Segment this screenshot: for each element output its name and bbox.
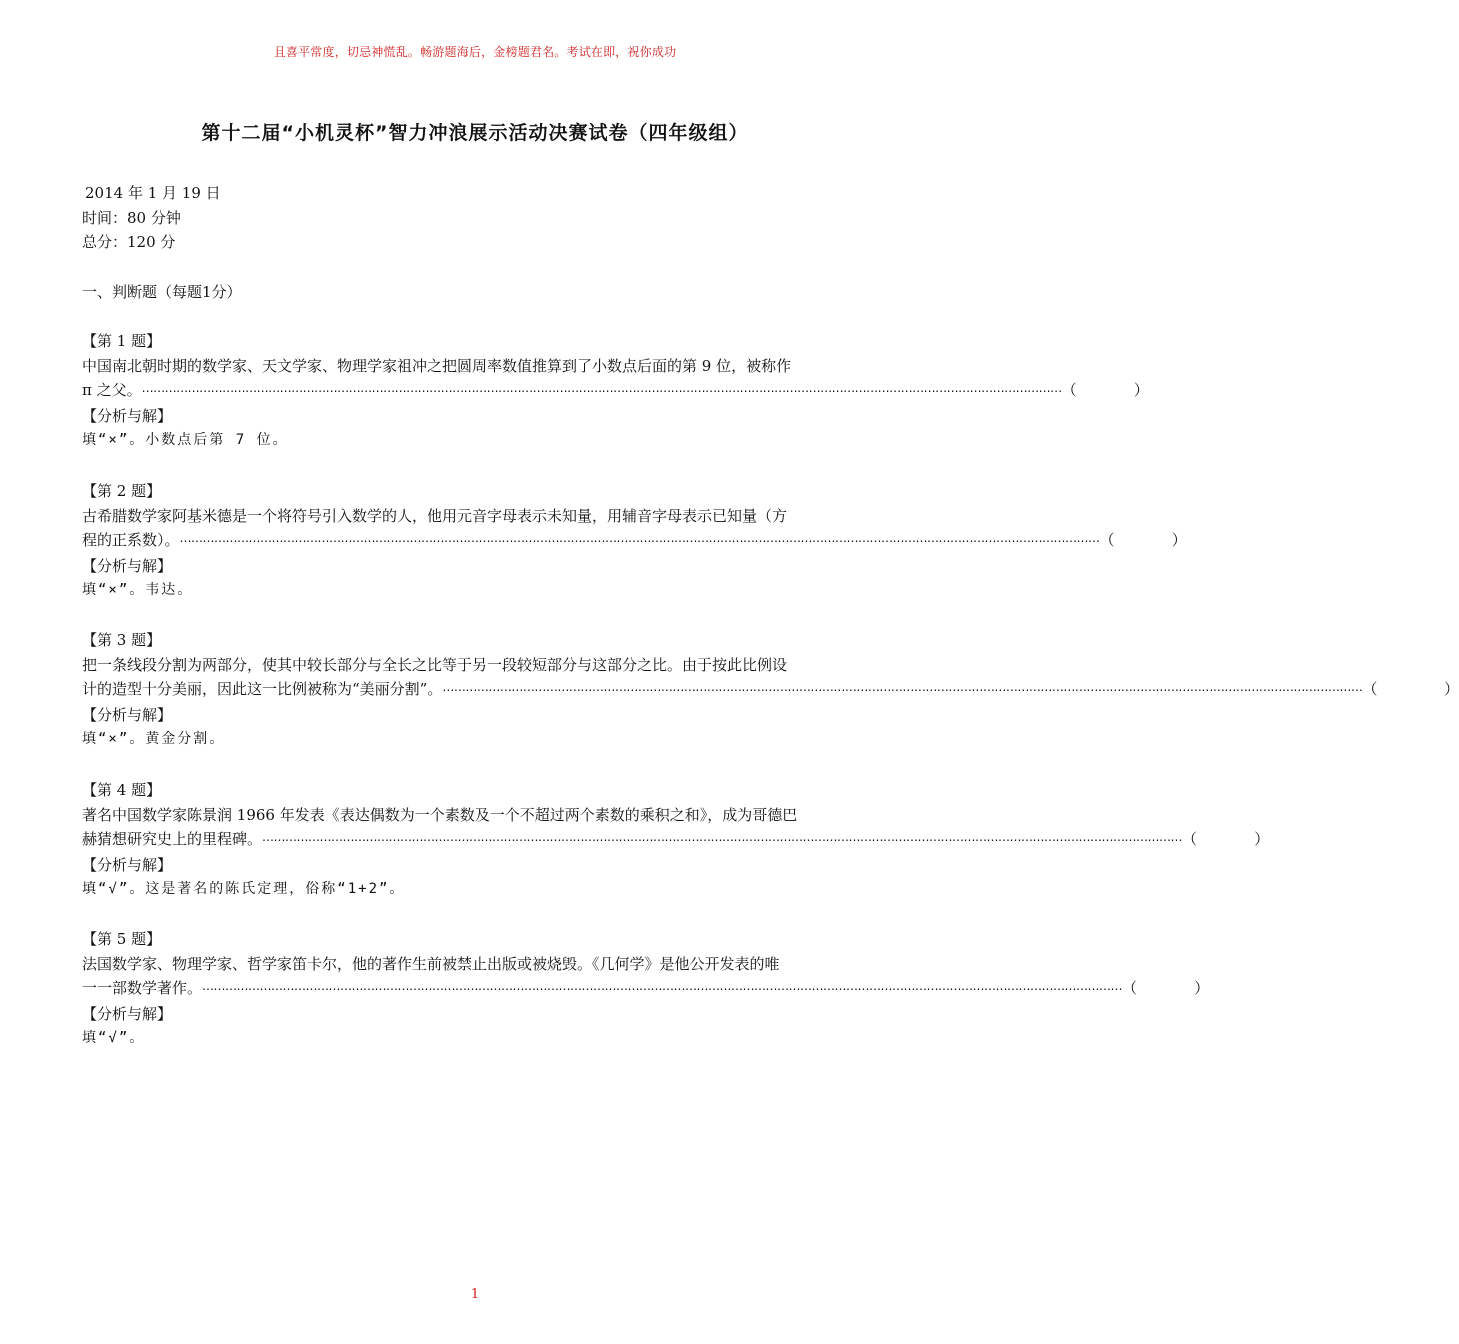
exam-date: 2014 年 1 月 19 日 <box>85 184 221 202</box>
question-text-end <box>82 827 1270 853</box>
question-text-line2: 计的造型十分美丽，因此这一比例被称为“美丽分割”。 <box>82 680 443 698</box>
question-text-line1: 著名中国数学家陈景润 1966 年发表《表达偶数为一个素数及一个不超过两个素数的乘积之和》，成为哥德巴 <box>82 805 798 824</box>
leader-dots: ⋯⋯⋯⋯⋯⋯⋯⋯⋯⋯⋯⋯⋯⋯⋯⋯⋯⋯⋯⋯⋯⋯⋯⋯⋯⋯⋯⋯⋯⋯⋯⋯⋯⋯⋯⋯⋯⋯⋯⋯⋯⋯⋯⋯⋯⋯⋯⋯⋯⋯⋯⋯⋯⋯⋯⋯⋯⋯⋯⋯⋯⋯⋯⋯⋯⋯⋯⋯⋯⋯⋯⋯⋯⋯⋯⋯⋯⋯⋯⋯ <box>141 384 1062 398</box>
leader-dots: ⋯⋯⋯⋯⋯⋯⋯⋯⋯⋯⋯⋯⋯⋯⋯⋯⋯⋯⋯⋯⋯⋯⋯⋯⋯⋯⋯⋯⋯⋯⋯⋯⋯⋯⋯⋯⋯⋯⋯⋯⋯⋯⋯⋯⋯⋯⋯⋯⋯⋯⋯⋯⋯⋯⋯⋯⋯⋯⋯⋯⋯⋯⋯⋯⋯⋯⋯⋯⋯⋯⋯⋯⋯⋯⋯⋯⋯⋯⋯⋯ <box>442 683 1363 697</box>
answer-text: 填“×”。韦达。 <box>82 582 194 598</box>
question-label: 【第 2 题】 <box>82 482 162 500</box>
question-text-line1: 把一条线段分割为两部分，使其中较长部分与全长之比等于另一段较短部分与这部分之比。由于按此比例设 <box>82 655 788 674</box>
question-text-line1: 古希腊数学家阿基米德是一个将符号引入数学的人，他用元音字母表示未知量，用辅音字母表示已知量（方 <box>82 506 788 525</box>
answer-text: 填“√”。这是著名的陈氏定理，俗称“1+2”。 <box>82 881 406 897</box>
question-text-line2: π 之父。 <box>82 381 142 399</box>
question-label: 【第 3 题】 <box>82 631 162 649</box>
leader-dots: ⋯⋯⋯⋯⋯⋯⋯⋯⋯⋯⋯⋯⋯⋯⋯⋯⋯⋯⋯⋯⋯⋯⋯⋯⋯⋯⋯⋯⋯⋯⋯⋯⋯⋯⋯⋯⋯⋯⋯⋯⋯⋯⋯⋯⋯⋯⋯⋯⋯⋯⋯⋯⋯⋯⋯⋯⋯⋯⋯⋯⋯⋯⋯⋯⋯⋯⋯⋯⋯⋯⋯⋯⋯⋯⋯⋯⋯⋯⋯⋯ <box>179 534 1100 548</box>
answer-text: 填“×”。黄金分割。 <box>82 731 226 747</box>
analysis-label: 【分析与解】 <box>82 1004 173 1023</box>
exam-title: 第十二届“小机灵杯”智力冲浪展示活动决赛试卷（四年级组） <box>201 122 749 144</box>
analysis-label: 【分析与解】 <box>82 855 173 874</box>
exam-total-score: 总分：120 分 <box>82 233 176 251</box>
analysis-label: 【分析与解】 <box>82 705 173 724</box>
question-text-end <box>82 378 1149 404</box>
question-text-end <box>82 677 1459 703</box>
answer-blank: （ ） <box>1122 979 1210 997</box>
answer-blank: （ ） <box>1099 531 1187 549</box>
answer-blank: （ ） <box>1362 680 1459 698</box>
page-number: 1 <box>470 1287 480 1302</box>
question-label: 【第 1 题】 <box>82 332 162 350</box>
question-text <box>82 504 1187 554</box>
answer-text: 填“√”。 <box>82 1030 146 1046</box>
header-motto: 且喜平常度，切忌神慌乱。畅游题海后，金榜题君名。考试在即，祝你成功 <box>273 45 677 59</box>
question-1 <box>82 329 1149 453</box>
answer-blank: （ ） <box>1061 381 1149 399</box>
leader-dots: ⋯⋯⋯⋯⋯⋯⋯⋯⋯⋯⋯⋯⋯⋯⋯⋯⋯⋯⋯⋯⋯⋯⋯⋯⋯⋯⋯⋯⋯⋯⋯⋯⋯⋯⋯⋯⋯⋯⋯⋯⋯⋯⋯⋯⋯⋯⋯⋯⋯⋯⋯⋯⋯⋯⋯⋯⋯⋯⋯⋯⋯⋯⋯⋯⋯⋯⋯⋯⋯⋯⋯⋯⋯⋯⋯⋯⋯⋯⋯⋯ <box>262 833 1183 847</box>
question-text-end <box>82 528 1187 554</box>
question-label: 【第 5 题】 <box>82 930 162 948</box>
question-text-line1: 中国南北朝时期的数学家、天文学家、物理学家祖冲之把圆周率数值推算到了小数点后面的第 9 位，被称作 <box>82 356 792 375</box>
question-text-line2: 赫猜想研究史上的里程碑。 <box>82 830 263 848</box>
analysis-label: 【分析与解】 <box>82 406 173 425</box>
question-text-line2: 一一部数学著作。 <box>82 979 203 997</box>
question-text <box>82 952 1210 1002</box>
question-text-line1: 法国数学家、物理学家、哲学家笛卡尔，他的著作生前被禁止出版或被烧毁。《几何学》是他公开发表的唯 <box>82 954 780 973</box>
question-text-end <box>82 976 1210 1002</box>
question-text <box>82 803 1270 853</box>
exam-meta <box>82 181 221 255</box>
question-4 <box>82 778 1270 902</box>
question-label: 【第 4 题】 <box>82 781 162 799</box>
question-text <box>82 653 1459 703</box>
answer-text: 填“×”。小数点后第 7 位。 <box>82 432 289 448</box>
leader-dots: ⋯⋯⋯⋯⋯⋯⋯⋯⋯⋯⋯⋯⋯⋯⋯⋯⋯⋯⋯⋯⋯⋯⋯⋯⋯⋯⋯⋯⋯⋯⋯⋯⋯⋯⋯⋯⋯⋯⋯⋯⋯⋯⋯⋯⋯⋯⋯⋯⋯⋯⋯⋯⋯⋯⋯⋯⋯⋯⋯⋯⋯⋯⋯⋯⋯⋯⋯⋯⋯⋯⋯⋯⋯⋯⋯⋯⋯⋯⋯⋯ <box>202 982 1123 996</box>
question-text-line2: 程的正系数）。 <box>82 531 180 549</box>
question-3 <box>82 628 1459 752</box>
exam-time: 时间：80 分钟 <box>82 208 181 227</box>
analysis-label: 【分析与解】 <box>82 556 173 575</box>
question-2 <box>82 479 1187 603</box>
question-text <box>82 354 1149 404</box>
section-heading: 一、判断题（每题1分） <box>82 283 242 301</box>
question-5 <box>82 927 1210 1051</box>
answer-blank: （ ） <box>1182 830 1270 848</box>
